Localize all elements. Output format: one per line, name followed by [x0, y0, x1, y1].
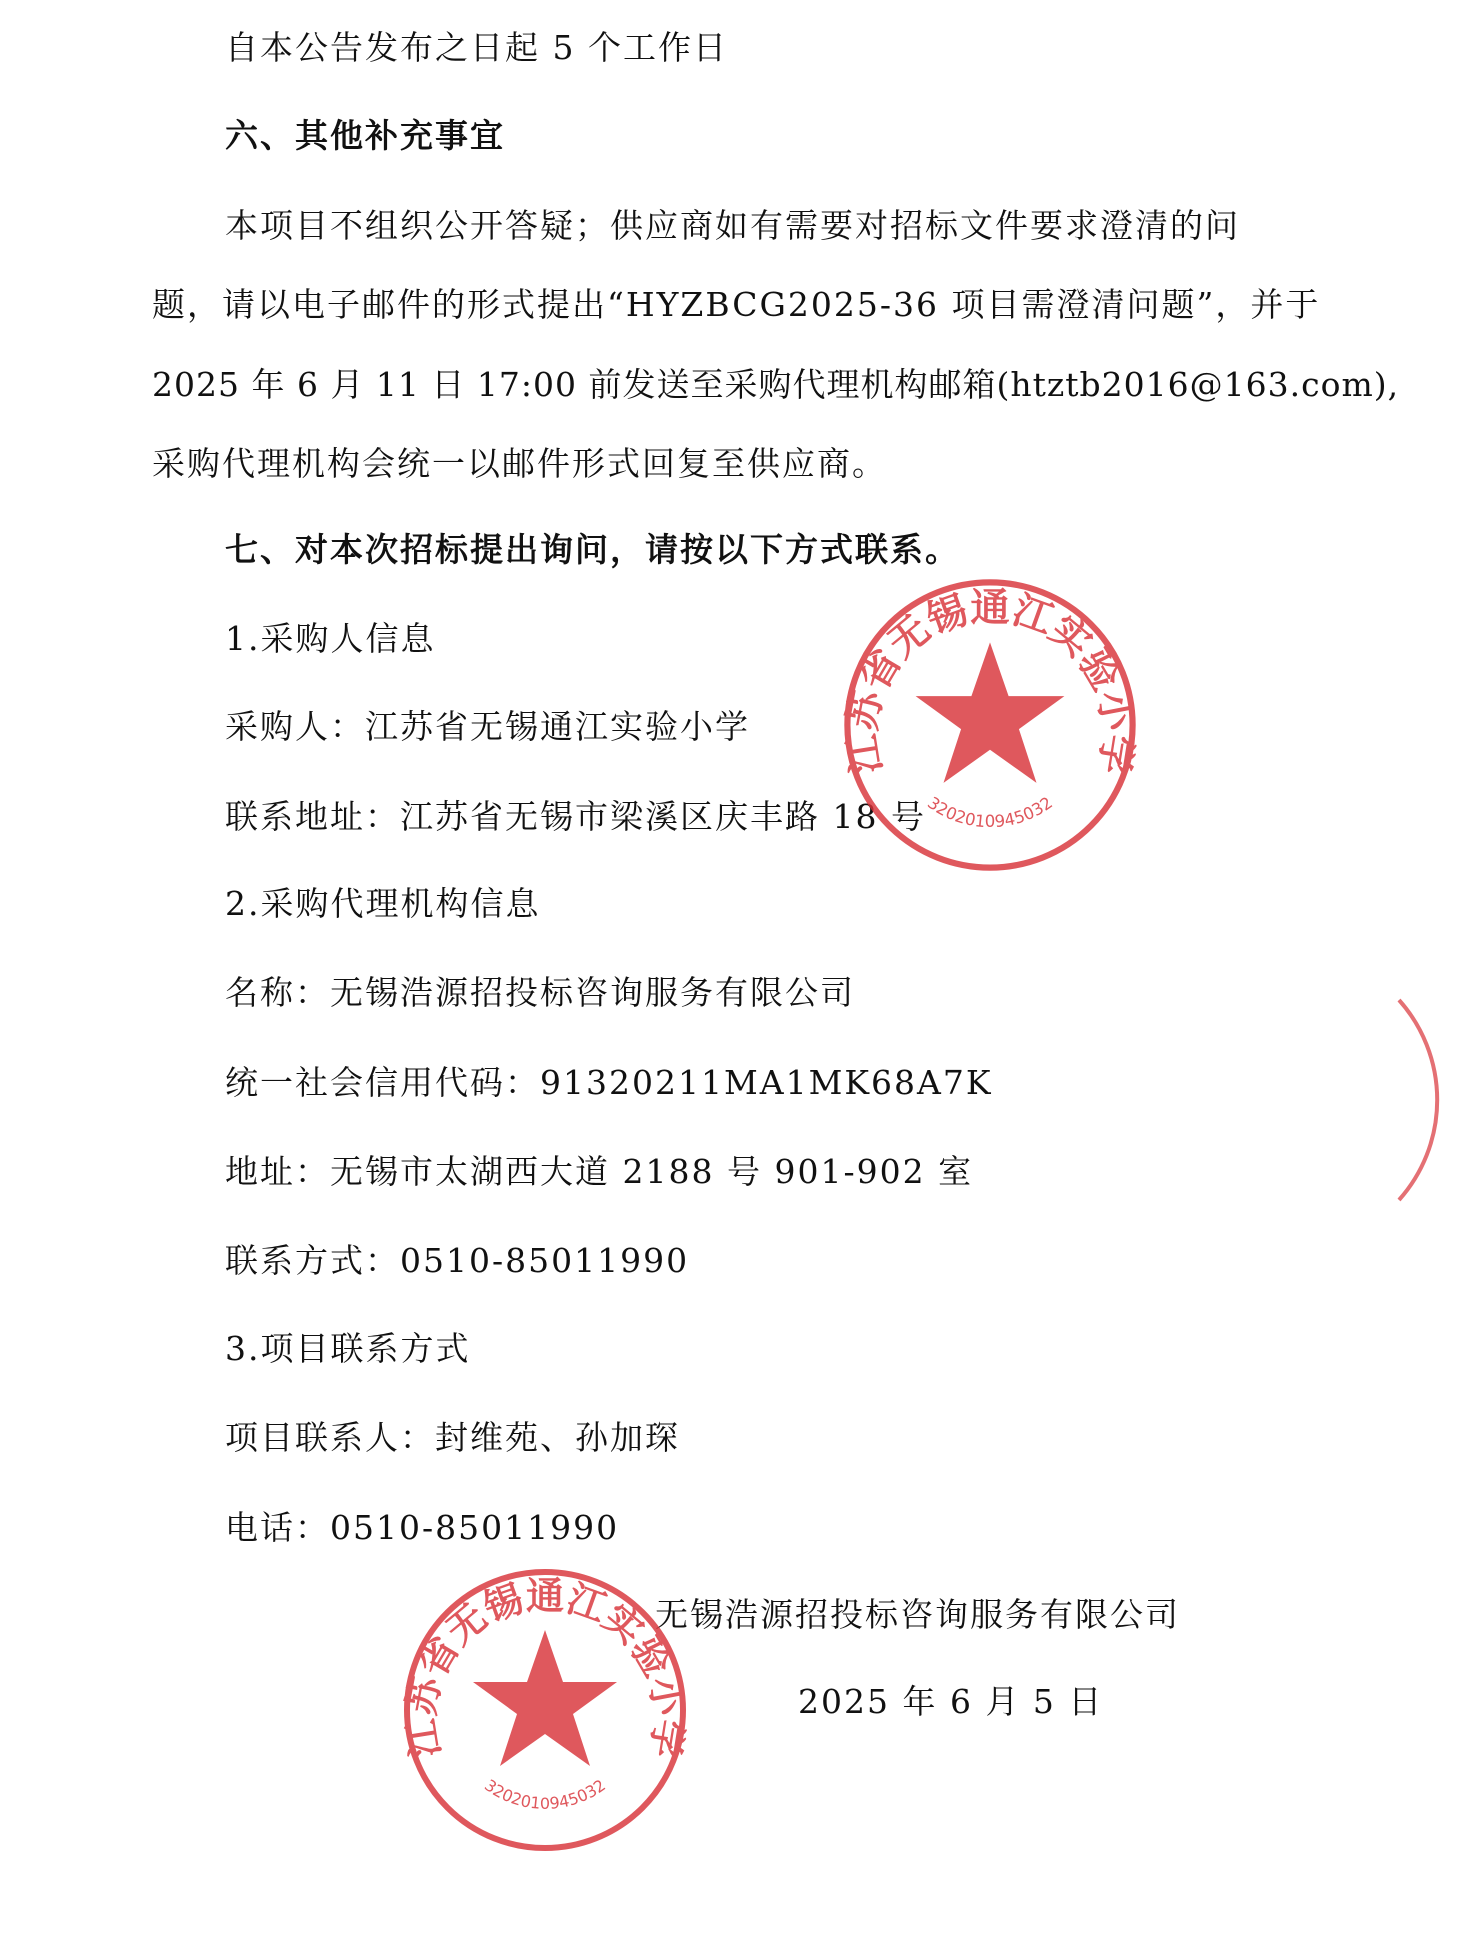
section6-heading: 六、其他补充事宜	[225, 116, 505, 155]
agency-address: 地址：无锡市太湖西大道 2188 号 901-902 室	[225, 1152, 974, 1191]
project-title: 3.项目联系方式	[225, 1329, 471, 1368]
section7-heading: 七、对本次招标提出询问，请按以下方式联系。	[225, 530, 960, 569]
agency-contact: 联系方式：0510-85011990	[225, 1241, 690, 1280]
seal-star-icon	[916, 642, 1065, 783]
section6-paragraph-line-1: 本项目不组织公开答疑；供应商如有需要对招标文件要求澄清的问	[225, 206, 1240, 245]
svg-text:3202010945032	[924, 793, 1056, 831]
section6-paragraph-line-3: 2025 年 6 月 11 日 17:00 前发送至采购代理机构邮箱(htztb2016@163.com),	[152, 365, 1400, 404]
seal-org-name: 江苏省无锡通江实验小学	[839, 584, 1141, 778]
purchaser-address: 联系地址：江苏省无锡市梁溪区庆丰路 18 号	[225, 797, 926, 836]
section6-paragraph-line-2: 题，请以电子邮件的形式提出“HYZBCG2025-36 项目需澄清问题”，并于	[152, 285, 1321, 324]
deadline-line: 自本公告发布之日起 5 个工作日	[225, 28, 728, 67]
official-seal-stamp	[835, 570, 1145, 880]
signature-date: 2025 年 6 月 5 日	[798, 1682, 1104, 1721]
section6-paragraph-line-4: 采购代理机构会统一以邮件形式回复至供应商。	[152, 444, 887, 483]
project-phone: 电话：0510-85011990	[225, 1508, 620, 1547]
seal-code: 3202010945032	[924, 793, 1056, 832]
signature-company: 无锡浩源招投标咨询服务有限公司	[655, 1595, 1180, 1634]
agency-name: 名称：无锡浩源招投标咨询服务有限公司	[225, 973, 855, 1012]
agency-title: 2.采购代理机构信息	[225, 884, 541, 923]
svg-text:3202010945032	[481, 1775, 609, 1812]
partial-seal-fragment	[1385, 990, 1445, 1210]
seal-star-icon-bottom	[473, 1630, 617, 1766]
seal-code-bottom: 3202010945032	[481, 1775, 609, 1813]
purchaser-title: 1.采购人信息	[225, 619, 436, 658]
partial-seal-arc	[1399, 1000, 1437, 1200]
project-contacts: 项目联系人：封维苑、孙加琛	[225, 1418, 680, 1457]
purchaser-name: 采购人：江苏省无锡通江实验小学	[225, 707, 750, 746]
agency-credit-code: 统一社会信用代码：91320211MA1MK68A7K	[225, 1063, 993, 1102]
official-seal-stamp-bottom	[395, 1560, 695, 1860]
seal-org-name-bottom: 江苏省无锡通江实验小学	[397, 1573, 693, 1761]
